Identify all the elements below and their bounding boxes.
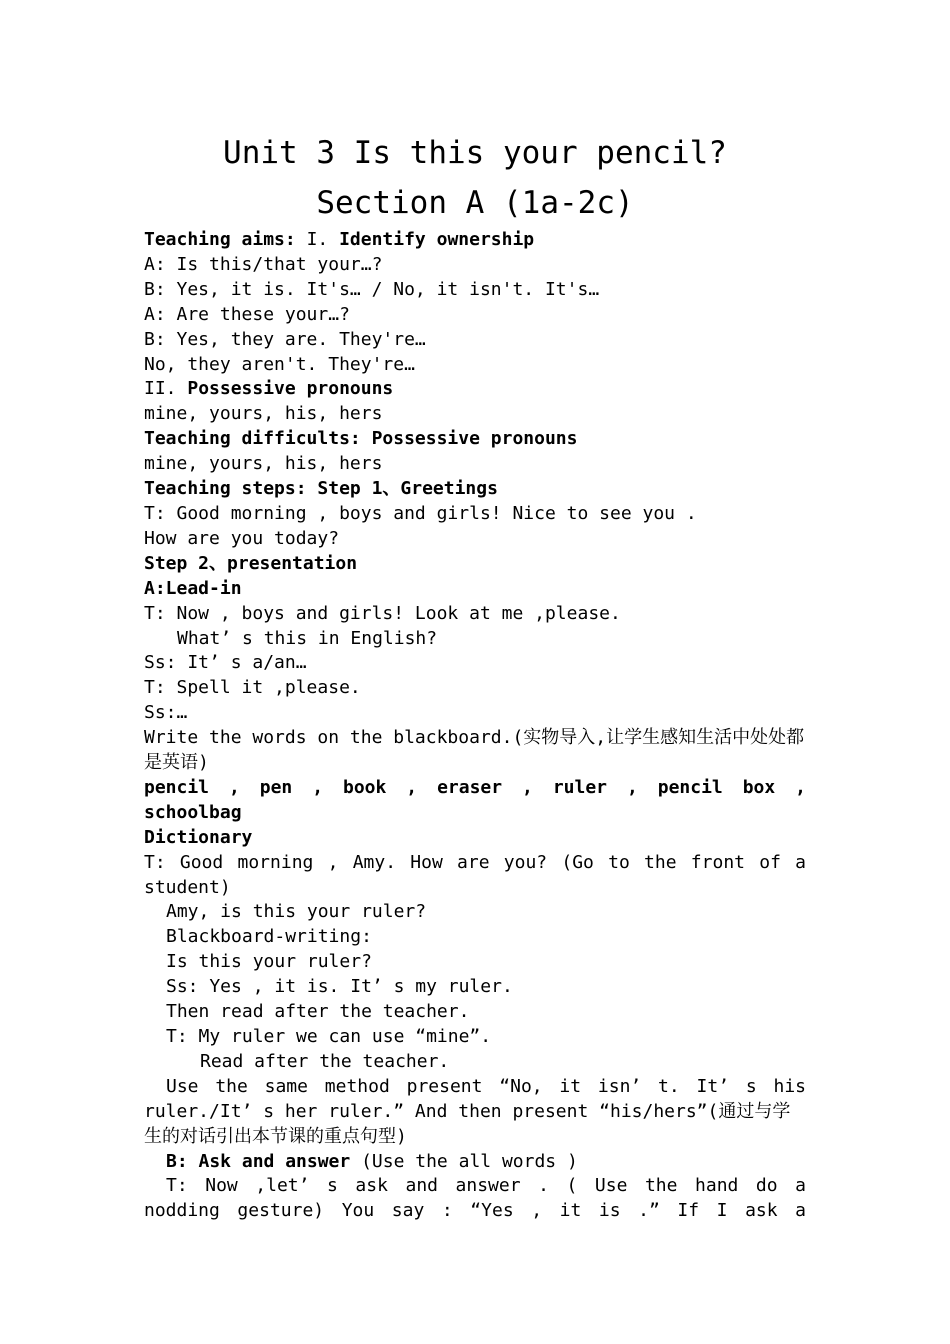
lead-in-line-5: Ss:…: [144, 702, 188, 724]
aims-line-4: B: Yes, they are. They're…: [144, 328, 426, 350]
aims-line-6: mine, yours, his, hers: [144, 403, 383, 425]
dialogue-line-8: T: My ruler we can use “mine”.: [166, 1026, 492, 1047]
dialogue-line-2: student): [144, 876, 231, 898]
ask-and-answer-heading: [144, 1150, 806, 1175]
dialogue-line-1: T: Good morning , Amy. How are you? (Go to the front of a: [144, 851, 806, 873]
lead-in-line-1: T: Now , boys and girls! Look at me ,please.: [144, 602, 621, 624]
dialogue-line-11: ruler./It’ s her ruler.” And then present “his/hers”(通过与学生的对话引出本节课的重点句型): [144, 1100, 791, 1147]
teaching-aims-heading: [144, 228, 806, 253]
lead-in-heading: A:Lead-in: [144, 577, 242, 599]
dialogue-line-7: Then read after the teacher.: [166, 1001, 470, 1023]
ask-line-1: T: Now ,let’ s ask and answer . ( Use the hand do a: [166, 1175, 806, 1197]
dialogue-line-3: Amy, is this your ruler?: [166, 901, 427, 923]
teaching-aims-label: Teaching aims:: [144, 229, 307, 250]
unit-title: Unit 3 Is this your pencil?: [223, 135, 727, 171]
dialogue-line-4: Blackboard-writing:: [166, 926, 372, 948]
lead-in-line-3: Ss: It’ s a/an…: [144, 652, 307, 674]
dialogue-line-6: Ss: Yes , it is. It’ s my ruler.: [166, 976, 513, 998]
ask-line-2: nodding gesture) You say : “Yes , it is .” If I ask a: [144, 1200, 806, 1222]
teaching-steps-heading: Teaching steps: Step 1、Greetings: [144, 478, 498, 500]
aims-line-2: B: Yes, it is. It's… / No, it isn't. It's…: [144, 278, 600, 300]
lead-in-line-6: Write the words on the blackboard.(实物导入,让学生感知生活中处处都是英语): [144, 727, 805, 774]
document-page: [144, 128, 806, 1224]
lead-in-line-4: T: Spell it ,please.: [144, 677, 361, 699]
word-list: pencil , pen , book , eraser , ruler , pencil box ,: [144, 776, 806, 798]
dialogue-line-9: Read after the teacher.: [200, 1050, 450, 1072]
aim-i-text: Identify ownership: [339, 229, 535, 250]
aim-ii-heading: [144, 377, 806, 402]
aims-line-1: A: Is this/that your…?: [144, 253, 383, 275]
ask-and-answer-label: B: Ask and answer: [166, 1150, 351, 1172]
dialogue-line-5: Is this your ruler?: [166, 951, 372, 973]
aims-line-5: No, they aren't. They're…: [144, 353, 415, 375]
steps-line-2: How are you today?: [144, 527, 340, 549]
ask-and-answer-note: (Use the all words ): [350, 1150, 578, 1172]
steps-line-1: T: Good morning , boys and girls! Nice to see you .: [144, 502, 697, 524]
dictionary-heading: Dictionary: [144, 826, 253, 848]
teaching-difficults-heading: Teaching difficults: Possessive pronouns: [144, 428, 578, 450]
section-title: Section A (1a-2c): [316, 185, 634, 221]
aim-i-number: I.: [306, 229, 340, 250]
aims-line-3: A: Are these your…?: [144, 303, 350, 325]
word-list-continued: schoolbag: [144, 801, 242, 823]
lead-in-line-2: What’ s this in English?: [177, 627, 438, 649]
step2-heading: Step 2、presentation: [144, 552, 358, 574]
aim-ii-text: Possessive pronouns: [187, 378, 394, 400]
difficults-line-1: mine, yours, his, hers: [144, 453, 383, 475]
dialogue-line-10: Use the same method present “No, it isn’ t. It’ s his: [166, 1075, 806, 1097]
aim-ii-number: II.: [144, 378, 188, 400]
